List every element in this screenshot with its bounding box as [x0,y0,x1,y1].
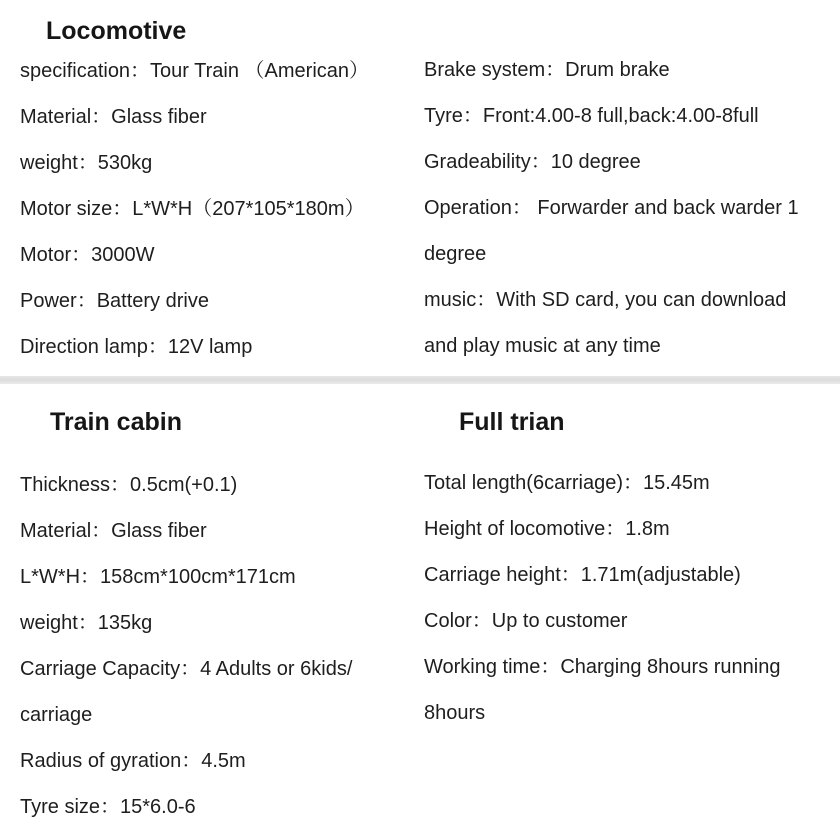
cabin-and-full-train-section [0,384,840,833]
locomotive-spec-list-right [424,47,799,369]
spec-line: music：With SD card, you can download [424,289,787,311]
spec-line: weight：530kg [20,152,153,174]
spec-line: 8hours [424,702,486,724]
spec-line: and play music at any time [424,335,661,357]
spec-line: Power：Battery drive [20,290,209,312]
full-train-heading: Full trian [459,408,565,436]
spec-line: Carriage Capacity：4 Adults or 6kids/ [20,658,353,680]
locomotive-section [0,0,840,376]
spec-line: Brake system：Drum brake [424,59,670,81]
spec-line: Tyre：Front:4.00-8 full,back:4.00-8full [424,105,759,127]
spec-line: Material：Glass fiber [20,520,207,542]
spec-line: Gradeability：10 degree [424,151,641,173]
spec-line: Height of locomotive：1.8m [424,518,670,540]
spec-line: degree [424,243,487,265]
spec-line: Total length(6carriage)：15.45m [424,472,710,494]
spec-line: L*W*H：158cm*100cm*171cm [20,566,296,588]
train-cabin-spec-list [20,462,352,830]
spec-line: Carriage height：1.71m(adjustable) [424,564,741,586]
spec-line: Tyre size：15*6.0-6 [20,796,196,818]
spec-line: Working time：Charging 8hours running [424,656,781,678]
spec-line: Material：Glass fiber [20,106,207,128]
train-cabin-heading: Train cabin [50,408,182,436]
locomotive-spec-list-left [20,48,369,370]
full-train-spec-list [424,460,780,736]
section-divider [0,376,840,384]
spec-line: carriage [20,704,93,726]
spec-line: Radius of gyration：4.5m [20,750,246,772]
spec-line: specification：Tour Train （American） [20,60,370,82]
locomotive-heading: Locomotive [46,17,187,45]
spec-line: weight：135kg [20,612,153,634]
spec-line: Direction lamp：12V lamp [20,336,253,358]
spec-line: Operation： Forwarder and back warder 1 [424,197,799,219]
spec-line: Thickness：0.5cm(+0.1) [20,474,238,496]
spec-line: Color：Up to customer [424,610,628,632]
spec-line: Motor：3000W [20,244,155,266]
spec-line: Motor size：L*W*H（207*105*180m） [20,198,365,220]
